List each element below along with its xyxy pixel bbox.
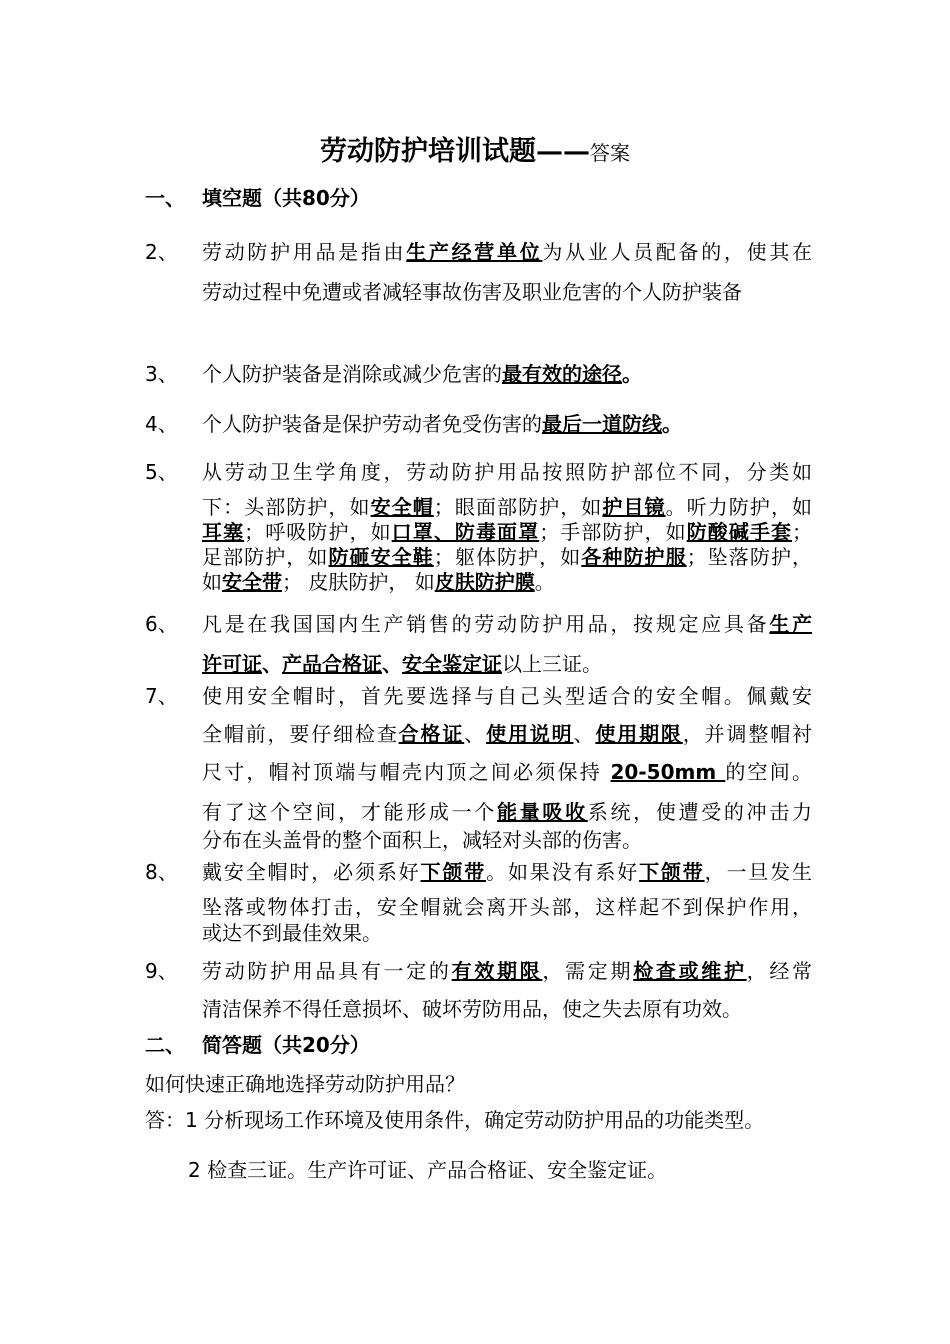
document-page: 劳动防护培训试题——答案 一、 填空题（共80分） 2、 劳动防护用品是指由生产经营单位为从业人员配备的，使其在 劳动过程中免遭或者减轻事故伤害及职业危害的个人防护装备 3、 个人防护装备是消除或减少危害的最有效的途径。 4、 个人防护装备是保护劳动者免受伤害的最后一道防线。 5、 从劳动卫生学角度，劳动防护用品按照防护部位不同，分类如 下：头部防护，如安全帽；眼面部防护，如护目镜。听力防护，如 耳塞；呼吸防护，如口罩、防毒面罩；手部防护，如防酸碱手套； 足部防护，如防砸安全鞋；躯体防护，如各种防护服；坠落防护， 如安全带； 皮肤防护， 如皮肤防护膜。 6、 凡是在我国国内生产销售的劳动防护用品，按规定应具备生产 许可证、产品合格证、安全鉴定证以上三证。 7、 使用安全帽时，首先要选择与自己头型适合的安全帽。佩戴安 全帽前，要仔细检查合格证、使用说明、使用期限，并调整帽衬 尺寸，帽衬顶端与帽壳内顶之间必须保持 20-50mm 的空间。 有了这个空间，才能形成一个能量吸收系统，使遭受的冲击力 分布在头盖骨的整个面积上，减轻对头部的伤害。 8、 戴安全帽时，必须系好下颌带。如果没有系好下颌带，一旦发生 坠落或物体打击，安全帽就会离开头部，这样起不到保护作用， 或达不到最佳效果。 9、 劳动防护用品具有一定的有效期限，需定期检查或维护，经常 清洁保养不得任意损坏、破坏劳防用品，使之失去原有功效。 二、 简答题（共20分） 如何快速正确地选择劳动防护用品？ 答：1 分析现场工作环境及使用条件，确定劳动防护用品的功能类型。 2 检查三证。生产许可证、产品合格证、安全鉴定证。 — [0, 0, 950, 1344]
title-main: 劳动防护培训试题—— — [320, 136, 590, 167]
answer-line-1: 答：1 分析现场工作环境及使用条件，确定劳动防护用品的功能类型。 — [145, 1108, 765, 1132]
section-heading-fill-blank: 一、 填空题（共80分） — [145, 186, 370, 210]
title-sub: 答案 — [590, 141, 630, 165]
short-answer-question: 如何快速正确地选择劳动防护用品？ — [145, 1072, 465, 1096]
document-title — [0, 132, 950, 173]
answer-line-2: 2 检查三证。生产许可证、产品合格证、安全鉴定证。 — [188, 1158, 668, 1182]
section-heading-short-answer: 二、 简答题（共20分） — [145, 1033, 370, 1057]
